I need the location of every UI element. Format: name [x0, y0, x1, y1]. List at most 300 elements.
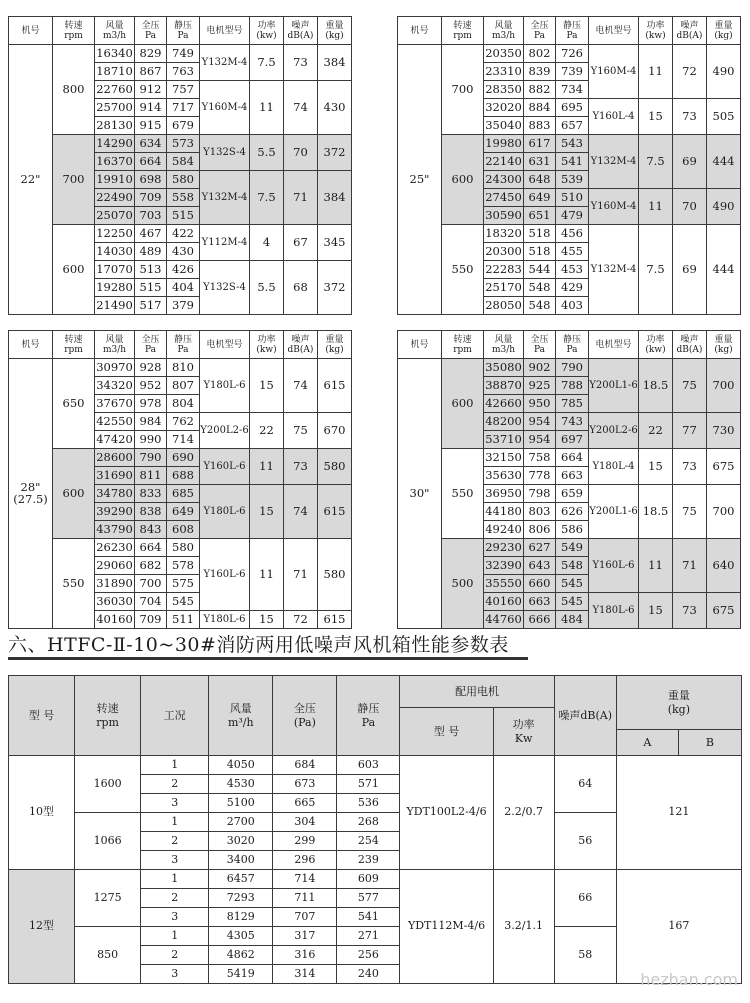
total-pressure-cell — [524, 81, 556, 99]
static-pressure-cell — [556, 575, 589, 593]
hdr-weight-label: 重量 — [714, 20, 733, 31]
hdr-model — [9, 331, 53, 359]
noise-cell — [673, 413, 707, 449]
hdr-power — [639, 17, 673, 45]
airflow-cell — [95, 279, 135, 297]
model-cell — [398, 45, 442, 315]
speed-cell — [442, 225, 484, 315]
airflow-cell — [484, 413, 524, 431]
hdr-airflow-unit: m3/h — [102, 344, 127, 355]
table-row — [398, 449, 741, 467]
condition-cell — [141, 794, 209, 813]
weight-cell-text: 675 — [712, 458, 735, 473]
section-title-underline — [8, 657, 528, 660]
motor-cell-text: Y160M-4 — [590, 65, 637, 77]
power-cell — [639, 593, 673, 629]
total-pressure-cell-text: 698 — [139, 171, 162, 186]
power-cell — [250, 135, 284, 171]
total-pressure-cell — [524, 279, 556, 297]
motor-cell-text: Y200L2-6 — [200, 424, 249, 436]
hdr-static-pressure-unit: Pa — [177, 30, 189, 41]
static-pressure-cell — [167, 377, 200, 395]
airflow-cell — [95, 593, 135, 611]
noise-cell-text: 73 — [293, 458, 308, 473]
motor-cell — [589, 99, 639, 135]
condition-cell-text: 2 — [171, 833, 179, 847]
total-pressure-cell — [524, 395, 556, 413]
hdr-total-pressure-label: 全压 — [530, 334, 549, 345]
total-pressure-cell-text: 806 — [528, 521, 551, 536]
static-pressure-cell — [167, 207, 200, 225]
airflow-cell — [95, 503, 135, 521]
total-pressure-cell-text: 627 — [528, 539, 551, 554]
hdr-model-text: 型 号 — [28, 708, 55, 722]
power-cell — [250, 171, 284, 225]
static-pressure-cell-text: 763 — [172, 63, 194, 78]
hdr-power-label: 功率 — [257, 20, 276, 31]
airflow-cell — [484, 297, 524, 315]
speed-cell — [53, 135, 95, 225]
static-pressure-cell-text: 609 — [357, 871, 379, 885]
hdr-weight-b — [678, 730, 741, 756]
total-pressure-cell-text: 518 — [528, 243, 551, 258]
model-label: 22" — [20, 171, 41, 186]
total-pressure-cell-text: 829 — [139, 45, 162, 60]
airflow-cell — [484, 503, 524, 521]
total-pressure-cell — [524, 521, 556, 539]
static-pressure-cell-text: 573 — [172, 135, 194, 150]
total-pressure-cell — [135, 135, 167, 153]
noise-cell — [284, 611, 318, 629]
total-pressure-cell — [135, 467, 167, 485]
hdr-motor — [200, 331, 250, 359]
total-pressure-cell-text: 711 — [294, 890, 316, 904]
static-pressure-cell — [556, 503, 589, 521]
static-pressure-cell — [556, 449, 589, 467]
airflow-cell — [209, 813, 273, 832]
motor-cell — [200, 225, 250, 261]
airflow-cell — [209, 832, 273, 851]
hdr-model — [9, 17, 53, 45]
static-pressure-cell-text: 659 — [561, 485, 583, 500]
hdr-motor-group — [400, 676, 554, 708]
total-pressure-cell-text: 660 — [528, 575, 551, 590]
noise-cell — [284, 359, 318, 413]
hdr-weight-b-text: B — [705, 735, 714, 749]
hdr-total-pressure-label: 全压 — [141, 334, 160, 345]
static-pressure-cell-text: 571 — [357, 776, 379, 790]
total-pressure-cell — [524, 575, 556, 593]
hdr-noise — [284, 331, 318, 359]
total-pressure-cell-text: 867 — [139, 63, 162, 78]
condition-cell-text: 1 — [171, 814, 179, 828]
motor-cell — [200, 485, 250, 539]
airflow-cell — [95, 449, 135, 467]
static-pressure-cell — [556, 431, 589, 449]
static-pressure-cell — [337, 965, 400, 984]
airflow-cell — [484, 557, 524, 575]
static-pressure-cell-text: 679 — [172, 117, 194, 132]
noise-cell-text: 67 — [293, 234, 308, 249]
weight-cell-text: 430 — [323, 99, 346, 114]
power-cell — [250, 413, 284, 449]
noise-cell-text: 70 — [682, 198, 697, 213]
static-pressure-cell-text: 739 — [561, 63, 583, 78]
hdr-speed-label: 转速 — [64, 20, 83, 31]
noise-cell — [554, 927, 616, 984]
airflow-cell — [209, 775, 273, 794]
noise-cell-text: 73 — [293, 54, 308, 69]
total-pressure-cell-text: 778 — [528, 467, 551, 482]
airflow-cell — [95, 171, 135, 189]
weight-cell — [707, 45, 741, 99]
airflow-cell — [484, 261, 524, 279]
static-pressure-cell — [556, 225, 589, 243]
airflow-cell — [95, 189, 135, 207]
hdr-motor — [589, 17, 639, 45]
model-cell — [9, 756, 75, 870]
total-pressure-cell-text: 651 — [528, 207, 551, 222]
weight-cell — [707, 485, 741, 539]
airflow-cell-text: 25700 — [96, 99, 133, 114]
static-pressure-cell-text: 757 — [172, 81, 194, 96]
motor-cell — [200, 413, 250, 449]
hdr-total-pressure — [524, 17, 556, 45]
total-pressure-cell — [524, 261, 556, 279]
noise-cell-text: 75 — [293, 422, 308, 437]
hdr-model — [398, 17, 442, 45]
speed-cell — [53, 449, 95, 539]
model-cell-text: 12型 — [29, 919, 55, 933]
total-pressure-cell-text: 517 — [139, 297, 162, 312]
speed-cell-text: 550 — [451, 485, 474, 500]
power-cell — [250, 81, 284, 135]
hdr-static-pressure — [556, 331, 589, 359]
table-row — [398, 45, 741, 63]
total-pressure-cell-text: 643 — [528, 557, 551, 572]
total-pressure-cell — [135, 63, 167, 81]
airflow-cell — [484, 225, 524, 243]
airflow-cell-text: 36950 — [485, 485, 522, 500]
total-pressure-cell-text: 925 — [528, 377, 551, 392]
airflow-cell — [484, 81, 524, 99]
airflow-cell-text: 35550 — [485, 575, 522, 590]
static-pressure-cell — [337, 851, 400, 870]
condition-cell — [141, 851, 209, 870]
motor-cell — [200, 261, 250, 315]
speed-cell — [442, 539, 484, 629]
hdr-noise-text: 噪声dB(A) — [558, 708, 613, 722]
airflow-cell — [95, 539, 135, 557]
hdr-motor — [200, 17, 250, 45]
motor-cell — [200, 81, 250, 135]
hdr-noise-unit: dB(A) — [676, 344, 703, 355]
power-cell — [639, 485, 673, 539]
hdr-power-unit: (kw) — [645, 344, 666, 355]
total-pressure-cell-text: 684 — [294, 757, 316, 771]
noise-cell-text: 56 — [578, 833, 593, 847]
static-pressure-cell — [556, 261, 589, 279]
noise-cell-text: 75 — [682, 503, 697, 518]
total-pressure-cell-text: 665 — [294, 795, 316, 809]
static-pressure-cell-text: 586 — [561, 521, 583, 536]
noise-cell — [554, 813, 616, 870]
table-row — [398, 539, 741, 557]
noise-cell — [284, 485, 318, 539]
total-pressure-cell-text: 707 — [294, 909, 316, 923]
airflow-cell-text: 30970 — [96, 359, 133, 374]
hdr-static-pressure-label: 静压 — [562, 334, 581, 345]
weight-cell-text: 505 — [712, 108, 735, 123]
total-pressure-cell — [524, 449, 556, 467]
airflow-cell — [95, 135, 135, 153]
hdr-static-pressure-label: 静压 — [357, 701, 380, 715]
total-pressure-cell-text: 467 — [139, 225, 162, 240]
noise-cell — [673, 485, 707, 539]
static-pressure-cell-text: 603 — [357, 757, 379, 771]
hdr-weight-label: 重量 — [325, 20, 344, 31]
total-pressure-cell — [273, 946, 337, 965]
hdr-total-pressure — [135, 331, 167, 359]
static-pressure-cell-text: 548 — [561, 557, 583, 572]
static-pressure-cell-text: 539 — [561, 171, 583, 186]
hdr-static-pressure-label: 静压 — [173, 334, 192, 345]
static-pressure-cell — [167, 593, 200, 611]
header-row — [9, 17, 352, 45]
hdr-condition — [141, 676, 209, 756]
total-pressure-cell — [135, 153, 167, 171]
condition-cell — [141, 870, 209, 889]
total-pressure-cell-text: 316 — [294, 947, 316, 961]
motor-cell-text: Y200L2-6 — [589, 424, 638, 436]
total-pressure-cell — [273, 794, 337, 813]
model-cell — [9, 359, 53, 629]
airflow-cell — [95, 99, 135, 117]
hdr-airflow-label: 风量 — [494, 20, 513, 31]
airflow-cell — [95, 81, 135, 99]
hdr-power-unit: (kw) — [256, 344, 277, 355]
hdr-total-pressure-unit: Pa — [533, 30, 546, 41]
airflow-cell-text: 4050 — [226, 757, 255, 771]
static-pressure-cell-text: 688 — [172, 467, 194, 482]
airflow-cell-text: 5419 — [226, 966, 255, 980]
weight-cell-text: 444 — [712, 261, 735, 276]
static-pressure-cell — [556, 467, 589, 485]
airflow-cell — [484, 243, 524, 261]
motor-model-cell-text: YDT112M-4/6 — [407, 919, 486, 933]
total-pressure-cell — [273, 889, 337, 908]
total-pressure-cell — [135, 279, 167, 297]
airflow-cell-text: 20300 — [485, 243, 522, 258]
speed-cell-text: 700 — [451, 81, 474, 96]
noise-cell-text: 71 — [293, 566, 308, 581]
total-pressure-cell-text: 317 — [294, 928, 316, 942]
hdr-noise-label: 噪声 — [291, 20, 310, 31]
airflow-cell-text: 34320 — [96, 377, 133, 392]
static-pressure-cell — [337, 794, 400, 813]
power-cell-text: 4 — [262, 234, 271, 249]
static-pressure-cell — [337, 870, 400, 889]
motor-cell — [589, 449, 639, 485]
power-cell — [639, 189, 673, 225]
motor-cell-text: Y132M-4 — [590, 155, 637, 167]
power-cell-text: 11 — [648, 557, 663, 572]
static-pressure-cell — [556, 117, 589, 135]
airflow-cell-text: 28130 — [96, 117, 133, 132]
airflow-cell-text: 19910 — [96, 171, 133, 186]
power-cell — [639, 99, 673, 135]
total-pressure-cell-text: 664 — [139, 153, 162, 168]
weight-cell — [318, 485, 352, 539]
power-cell — [250, 261, 284, 315]
noise-cell-text: 72 — [293, 611, 308, 626]
airflow-cell-text: 4530 — [226, 776, 255, 790]
weight-cell — [318, 539, 352, 611]
static-pressure-cell — [167, 611, 200, 629]
total-pressure-cell — [135, 81, 167, 99]
airflow-cell — [95, 413, 135, 431]
motor-cell — [589, 135, 639, 189]
section-title: 六、HTFC-Ⅱ-10~30#消防两用低噪声风机箱性能参数表 — [8, 634, 509, 656]
total-pressure-cell — [524, 431, 556, 449]
hdr-weight-label: 重量 — [325, 334, 344, 345]
fan-table-22 — [8, 16, 352, 315]
static-pressure-cell-text: 271 — [357, 928, 379, 942]
airflow-cell-text: 25070 — [96, 207, 133, 222]
airflow-cell-text: 19280 — [96, 279, 133, 294]
static-pressure-cell — [556, 171, 589, 189]
static-pressure-cell-text: 453 — [561, 261, 583, 276]
airflow-cell-text: 40160 — [96, 611, 133, 626]
total-pressure-cell — [524, 485, 556, 503]
static-pressure-cell — [556, 45, 589, 63]
hdr-noise — [284, 17, 318, 45]
hdr-motor-power-label: 功率 — [512, 717, 535, 731]
total-pressure-cell-text: 803 — [528, 503, 551, 518]
total-pressure-cell-text: 790 — [139, 449, 162, 464]
hdr-total-pressure-unit: Pa — [533, 344, 546, 355]
hdr-weight-a-text: A — [643, 735, 652, 749]
hdr-static-pressure-unit: Pa — [566, 30, 578, 41]
weight-cell — [318, 81, 352, 135]
speed-cell-text: 700 — [62, 171, 85, 186]
airflow-cell — [484, 359, 524, 377]
static-pressure-cell-text: 515 — [172, 207, 194, 222]
weight-cell-text: 372 — [323, 279, 346, 294]
static-pressure-cell — [167, 575, 200, 593]
motor-cell — [589, 593, 639, 629]
weight-cell-text: 615 — [323, 503, 346, 518]
table-row — [9, 359, 352, 377]
static-pressure-cell-text: 510 — [561, 189, 583, 204]
total-pressure-cell — [524, 225, 556, 243]
airflow-cell — [95, 521, 135, 539]
power-cell — [639, 413, 673, 449]
hdr-speed — [75, 676, 141, 756]
airflow-cell-text: 5100 — [226, 795, 255, 809]
total-pressure-cell-text: 884 — [528, 99, 551, 114]
motor-cell-text: Y132M-4 — [590, 263, 637, 275]
airflow-cell-text: 8129 — [226, 909, 255, 923]
motor-cell — [589, 413, 639, 449]
total-pressure-cell-text: 703 — [139, 207, 162, 222]
speed-cell-text: 850 — [97, 947, 119, 961]
noise-cell-text: 74 — [293, 503, 308, 518]
total-pressure-cell — [524, 243, 556, 261]
static-pressure-cell — [556, 81, 589, 99]
motor-cell-text: Y200L1-6 — [589, 379, 638, 391]
airflow-cell-text: 21490 — [96, 297, 133, 312]
airflow-cell-text: 49240 — [485, 521, 522, 536]
airflow-cell-text: 29060 — [96, 557, 133, 572]
airflow-cell-text: 36030 — [96, 593, 133, 608]
noise-cell — [284, 539, 318, 611]
total-pressure-cell-text: 914 — [139, 99, 162, 114]
airflow-cell — [484, 153, 524, 171]
airflow-cell — [484, 467, 524, 485]
motor-cell — [589, 225, 639, 315]
motor-cell-text: Y160M-4 — [201, 101, 248, 113]
airflow-cell — [95, 467, 135, 485]
static-pressure-cell-text: 788 — [561, 377, 583, 392]
total-pressure-cell-text: 839 — [528, 63, 551, 78]
static-pressure-cell — [556, 521, 589, 539]
airflow-cell-text: 14290 — [96, 135, 133, 150]
airflow-cell-text: 16370 — [96, 153, 133, 168]
hdr-power-unit: (kw) — [645, 30, 666, 41]
total-pressure-cell-text: 304 — [294, 814, 316, 828]
power-cell-text: 11 — [648, 63, 663, 78]
static-pressure-cell-text: 536 — [357, 795, 379, 809]
hdr-total-pressure — [135, 17, 167, 45]
static-pressure-cell-text: 762 — [172, 413, 194, 428]
speed-cell-text: 800 — [62, 81, 85, 96]
total-pressure-cell — [524, 117, 556, 135]
airflow-cell-text: 37670 — [96, 395, 133, 410]
total-pressure-cell — [135, 503, 167, 521]
static-pressure-cell-text: 580 — [172, 171, 194, 186]
airflow-cell — [484, 279, 524, 297]
hdr-power — [250, 17, 284, 45]
hdr-weight — [707, 331, 741, 359]
airflow-cell-text: 32150 — [485, 449, 522, 464]
hdr-weight-unit: (kg) — [714, 30, 733, 41]
airflow-cell-text: 22760 — [96, 81, 133, 96]
airflow-cell — [209, 870, 273, 889]
table-row — [9, 135, 352, 153]
power-cell-text: 5.5 — [257, 144, 276, 159]
motor-model-cell — [400, 870, 493, 984]
hdr-static-pressure-unit: Pa — [566, 344, 578, 355]
speed-cell-text: 500 — [451, 575, 474, 590]
hdr-speed-unit: rpm — [64, 30, 83, 41]
speed-cell-text: 1600 — [93, 776, 122, 790]
noise-cell-text: 69 — [682, 153, 697, 168]
airflow-cell-text: 39290 — [96, 503, 133, 518]
static-pressure-cell — [167, 467, 200, 485]
total-pressure-cell-text: 883 — [528, 117, 551, 132]
static-pressure-cell-text: 608 — [172, 521, 194, 536]
total-pressure-cell-text: 714 — [294, 871, 316, 885]
static-pressure-cell — [556, 359, 589, 377]
hdr-weight-unit: (kg) — [325, 344, 344, 355]
total-pressure-cell-text: 950 — [528, 395, 551, 410]
power-cell-text: 11 — [259, 99, 274, 114]
speed-cell — [53, 45, 95, 135]
hdr-airflow-label: 风量 — [105, 334, 124, 345]
total-pressure-cell — [524, 99, 556, 117]
static-pressure-cell — [337, 927, 400, 946]
